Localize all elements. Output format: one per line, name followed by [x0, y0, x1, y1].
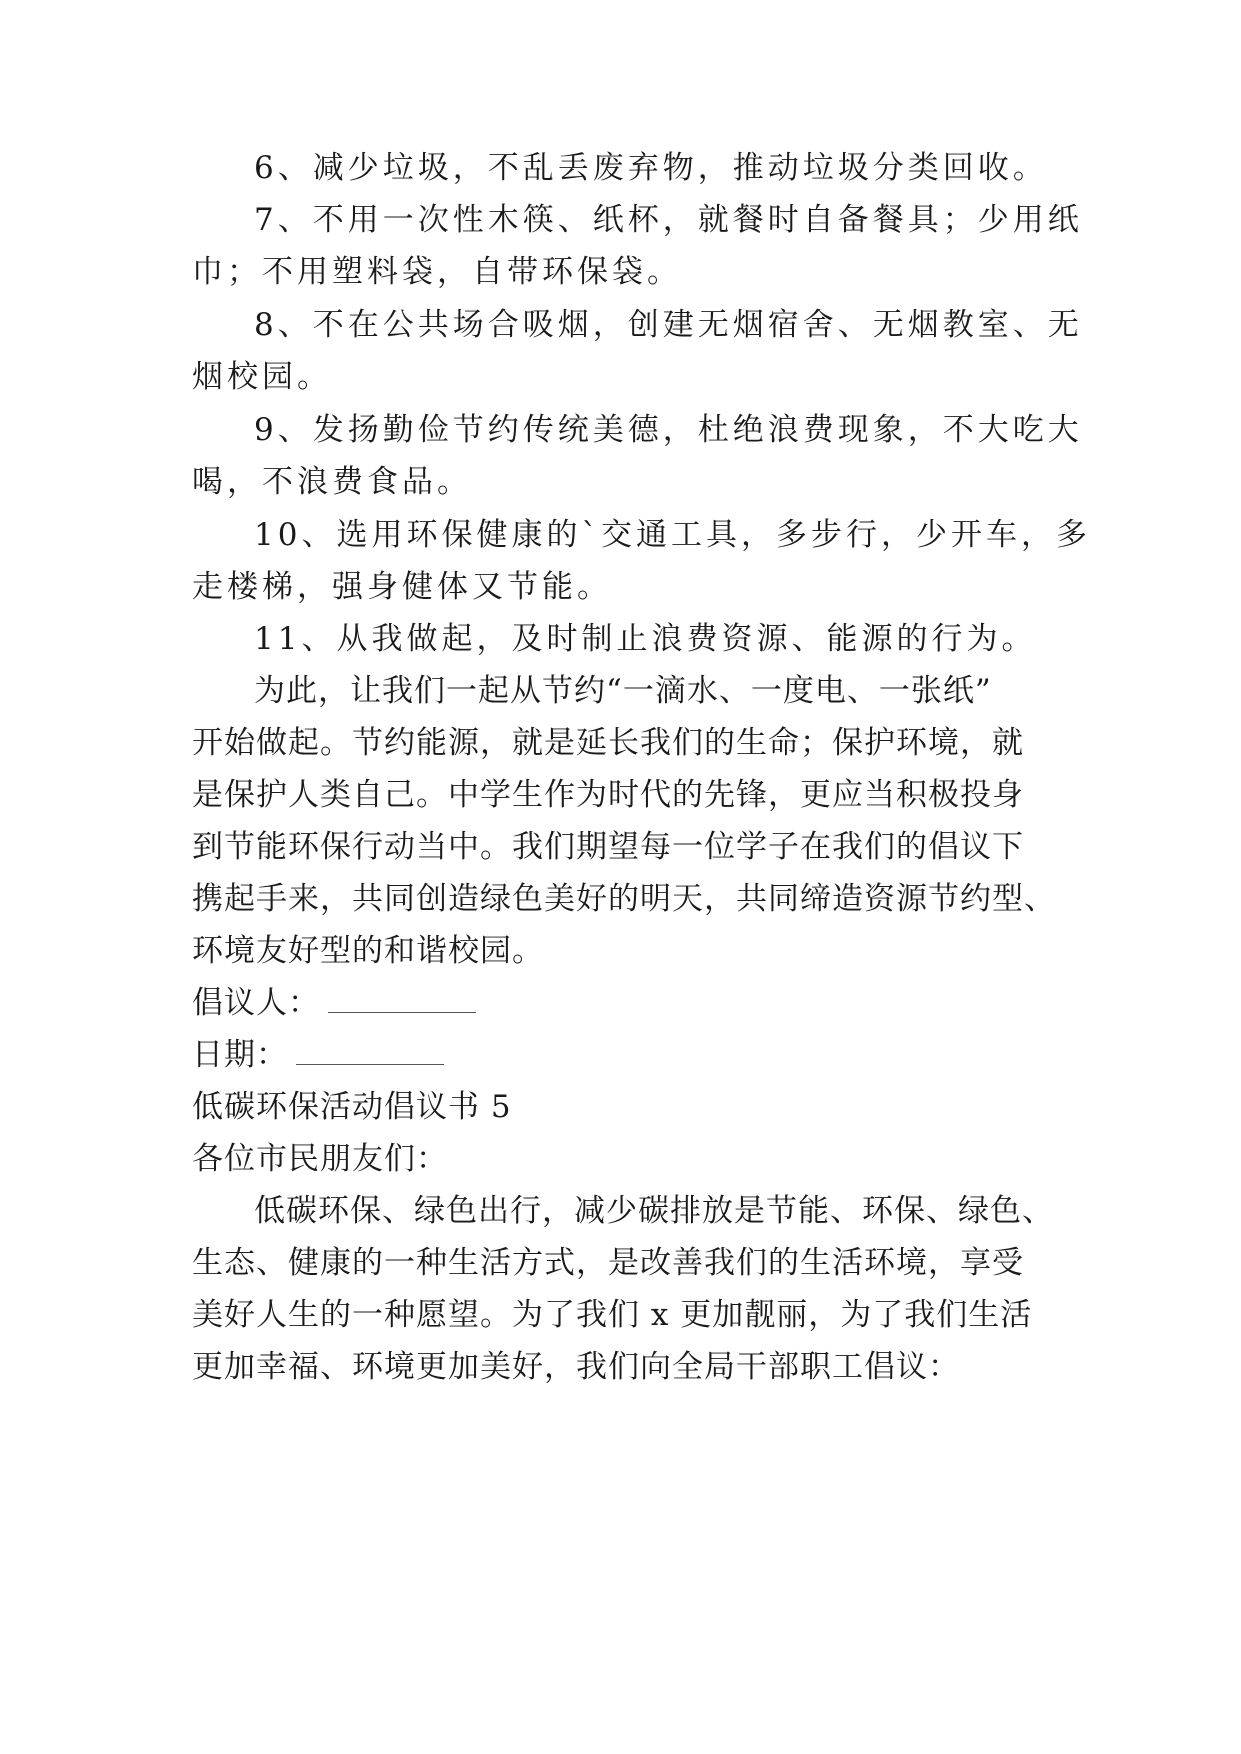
- item-9-line-1: 9、发扬勤俭节约传统美德，杜绝浪费现象，不大吃大: [254, 412, 1083, 448]
- closing-paragraph-line-4: 到节能环保行动当中。我们期望每一位学子在我们的倡议下: [192, 829, 1024, 865]
- proposer-label: 倡议人：: [192, 985, 320, 1021]
- section-5-line-4: 更加幸福、环境更加美好，我们向全局干部职工倡议：: [192, 1349, 960, 1385]
- section-5-line-2: 生态、健康的一种生活方式，是改善我们的生活环境，享受: [192, 1245, 1024, 1281]
- proposer-blank: [328, 986, 476, 1013]
- item-6: 6、减少垃圾，不乱丢废弃物，推动垃圾分类回收。: [254, 150, 1048, 186]
- item-7-line-2: 巾；不用塑料袋，自带环保袋。: [192, 254, 682, 290]
- section-5-line-1: 低碳环保、绿色出行，减少碳排放是节能、环保、绿色、: [254, 1193, 1054, 1229]
- item-7-line-1: 7、不用一次性木筷、纸杯，就餐时自备餐具；少用纸: [254, 202, 1083, 238]
- section-5-title: 低碳环保活动倡议书 5: [192, 1089, 512, 1125]
- item-9-line-2: 喝，不浪费食品。: [192, 464, 472, 500]
- item-11: 11、从我做起，及时制止浪费资源、能源的行为。: [254, 621, 1037, 657]
- date-label: 日期：: [192, 1037, 288, 1073]
- date-blank: [296, 1038, 444, 1065]
- proposer-line: [192, 983, 1052, 1023]
- section-5-line-3: 美好人生的一种愿望。为了我们 x 更加靓丽，为了我们生活: [192, 1297, 1033, 1333]
- closing-paragraph-line-5: 携起手来，共同创造绿色美好的明天，共同缔造资源节约型、: [192, 881, 1056, 917]
- closing-paragraph-line-6: 环境友好型的和谐校园。: [192, 933, 544, 969]
- item-8-line-2: 烟校园。: [192, 359, 332, 395]
- date-line: [192, 1035, 1052, 1075]
- item-10-line-2: 走楼梯，强身健体又节能。: [192, 569, 612, 605]
- item-8-line-1: 8、不在公共场合吸烟，创建无烟宿舍、无烟教室、无: [254, 307, 1083, 343]
- section-5-salutation: 各位市民朋友们：: [192, 1141, 448, 1177]
- closing-paragraph-line-2: 开始做起。节约能源，就是延长我们的生命；保护环境，就: [192, 725, 1024, 761]
- closing-paragraph-line-3: 是保护人类自己。中学生作为时代的先锋，更应当积极投身: [192, 777, 1024, 813]
- closing-paragraph-line-1: 为此，让我们一起从节约“一滴水、一度电、一张纸”: [254, 673, 992, 709]
- item-10-line-1: 10、选用环保健康的`交通工具，多步行，少开车，多: [254, 517, 1091, 553]
